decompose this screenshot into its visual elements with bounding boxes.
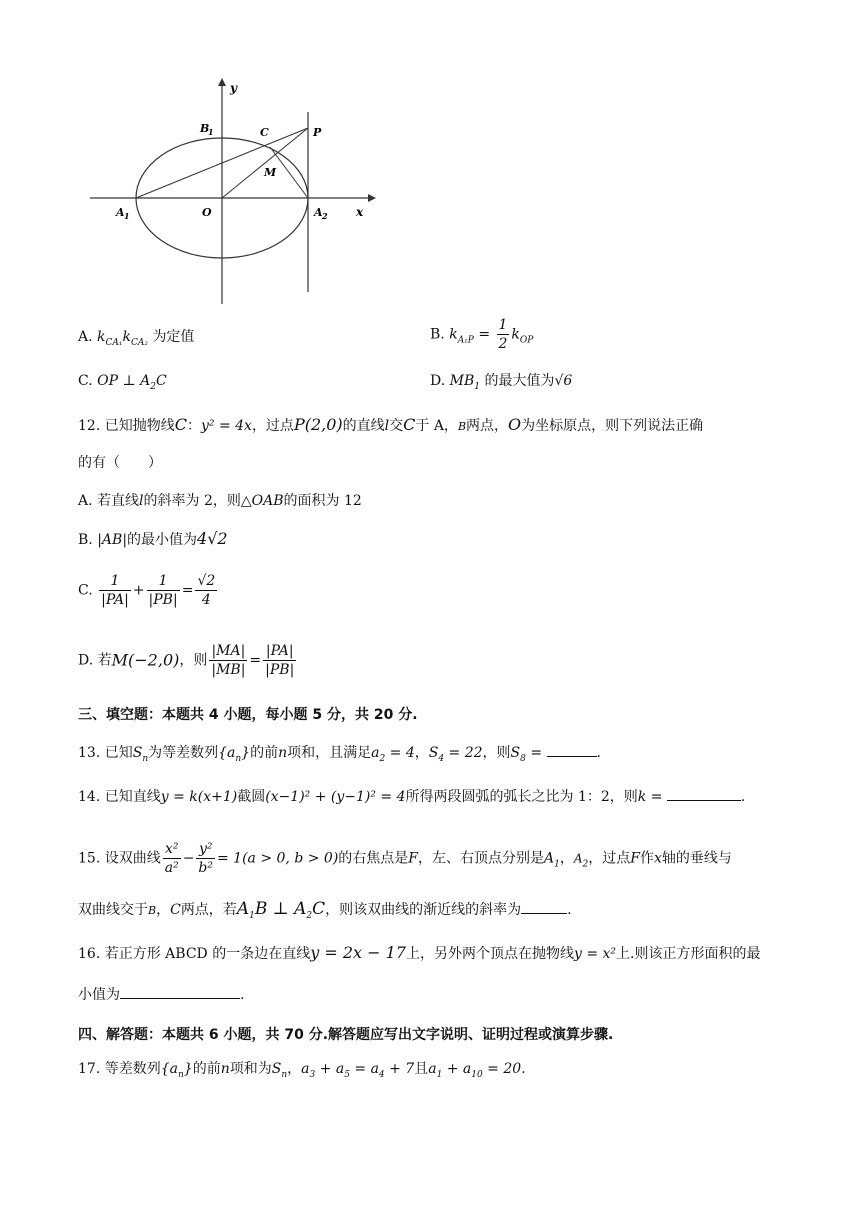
math-lhs: k [449,326,458,343]
option-text: 的最大值为 [484,373,555,389]
q16-line2: 小值为 . [78,984,244,1006]
math-lhs-sub: A₁P [457,335,474,346]
label-b1: B [200,122,210,135]
q12-option-c: C. $\frac{1}{|PA|}$ + $\frac{1}{|PB|}$ = $\frac{√2}{4}$ [78,573,216,608]
math-k: k [97,329,106,345]
equals: = [478,326,491,343]
ellipse-figure [84,72,384,312]
math-k2: k [122,329,131,345]
q11-option-d [430,370,572,398]
fraction-half: $\frac{1}{2}$ [498,317,508,352]
answer-blank[interactable] [521,899,567,914]
q14: 14. 已知直线y = k(x+1)截圆(x−1)² + (y−1)² = 4所得两段圆弧的弧长之比为 1：2，则k = . [78,786,745,808]
label-y: y [230,81,237,95]
label-a2-sub: 2 [322,211,328,221]
option-letter: D. [430,373,446,389]
math-mb: MB [449,373,475,389]
section3-title: 三、填空题：本题共 4 小题，每小题 5 分，共 20 分. [78,707,418,723]
math-sub: 2 [150,381,156,392]
q15-line2: 双曲线交于B，C两点，若$A_1B$ ⊥ $A_2C$，则该双曲线的渐近线的斜率为 . [78,899,572,921]
q12-option-d: D. 若M(−2,0)，则 $\frac{|MA|}{|MB|}$ = $\frac{|PA|}{|PB|}$ [78,643,295,678]
q13: 13. 已知$S_n$为等差数列$\{a_n\}$的前n项和，且满足$a_2 = 4$，$S_4 = 22$，则$S_8$ = . [78,742,601,770]
label-a2: A [314,206,323,219]
answer-blank[interactable] [667,786,741,801]
label-a1-sub: 1 [124,211,130,221]
math-perp: OP ⊥ A [97,373,151,389]
q11-option-c [78,370,167,398]
label-m: M [264,166,277,179]
q11-option-b [430,316,533,353]
q12-stem-line2: 的有（ ） [78,455,162,471]
ellipse-diagram [84,72,384,312]
label-a1: A [116,206,125,219]
label-c: C [260,126,269,139]
q15-line1: 15. 设双曲线 $\frac{\text{x²}}{\text{a²}}$ − $\frac{\text{y²}}{\text{b²}}$ = 1(a > 0, b > 0)的右焦点是F，左、右顶点分别是$A_1$，$A_2$，过点F作x轴的垂线与 [78,841,732,876]
y-axis-arrow [218,78,226,86]
option-letter: A. [78,329,93,345]
option-text: 为定值 [152,329,195,345]
label-b1-sub: 1 [208,127,214,137]
q17: 17. 等差数列$\{a_n\}$的前n项和为$S_n$，$a_3 + a_5 = a_4 + 7$且$a_1 + a_{10} = 20$. [78,1061,526,1080]
math-val: √6 [554,373,573,389]
q11-option-a [78,326,194,354]
math-sub2: CA₂ [130,337,148,348]
x-axis-arrow [368,194,376,202]
math-sub: CA₁ [105,337,123,348]
label-p: P [313,126,322,139]
math-rhs: k [511,326,520,343]
section4-title: 四、解答题：本题共 6 小题，共 70 分.解答题应写出文字说明、证明过程或演算步骤. [78,1027,614,1043]
option-letter: C. [78,373,93,389]
q12-option-a: A. 若直线l的斜率为 2，则△OAB的面积为 12 [78,493,362,509]
label-x: x [356,205,364,219]
math-tail: C [155,373,167,389]
answer-blank[interactable] [547,742,597,757]
q12-option-b: B. |AB|的最小值为4√2 [78,529,228,548]
answer-blank[interactable] [120,984,240,999]
label-o: O [202,206,212,219]
q16-line1: 16. 若正方形 ABCD 的一条边在直线y = 2x − 17上，另外两个顶点在抛物线y = x²上.则该正方形面积的最 [78,943,761,962]
math-rhs-sub: OP [519,335,534,346]
math-sub: 1 [474,381,480,392]
option-letter: B. [430,326,445,343]
q12-stem-line1: 12. 已知抛物线C：y² = 4x，过点P(2,0)的直线l交C于 A，B两点，O为坐标原点，则下列说法正确 [78,415,704,434]
